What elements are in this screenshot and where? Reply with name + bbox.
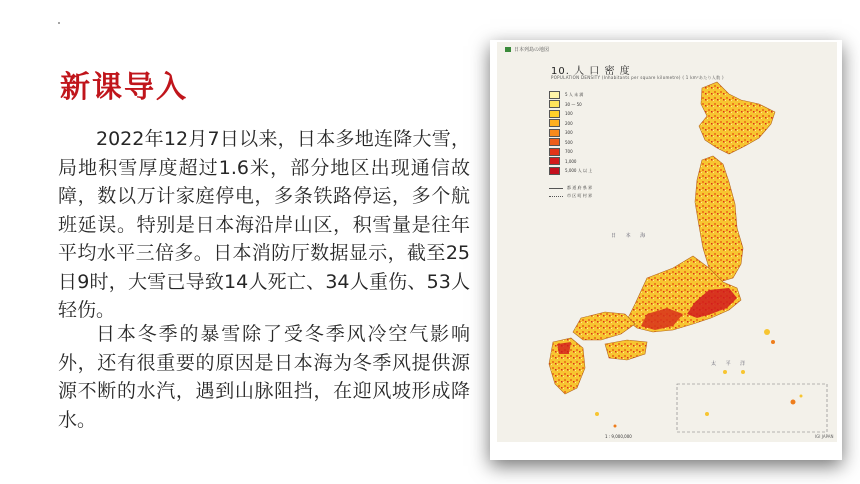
sea-of-japan-label: 日 本 海 [611,233,650,239]
hokkaido-shape [699,82,775,154]
island-shape [723,370,727,374]
legend-label: 500 [565,139,573,145]
legend-label: 30 — 50 [565,101,582,107]
intro-paragraph-snowfall: 2022年12月7日以来，日本多地连降大雪，局地积雪厚度超过1.6米，部分地区出现通信故障，数以万计家庭停电，多条铁路停运，多个航班延误。特别是日本海沿岸山区，积雪量是往年平均水平三倍多。日本消防厅数据显示，截至25日9时，大雪已导致14人死亡、34人重伤、53人轻伤。 [58,128,470,321]
island-shape [705,412,709,416]
decorative-dot [58,22,60,24]
boundary-legend-label: 都 道 府 県 界 [567,185,593,190]
legend-label: 700 [565,149,573,155]
legend-label: 100 [565,111,573,117]
western-honshu-shape [573,312,635,340]
map-header-text: 日本列島の地図 [514,47,550,53]
legend-label: 5 人 未 満 [565,91,584,97]
legend-label: 1,000 [565,158,577,164]
legend-label: 300 [565,130,573,136]
map-title: 10. 人 口 密 度 [551,66,631,77]
population-density-map-card [484,22,850,462]
slide-title: 新课导入 [60,70,188,105]
legend-label: 200 [565,120,573,126]
population-density-map [497,42,837,442]
island-shape [800,395,803,398]
map-subtitle-text: POPULATION DENSITY (Inhabitants per square kilometre) [551,75,681,80]
shikoku-shape [605,340,647,360]
map-scale: 1 : 9,000,000 [605,434,632,439]
pacific-ocean-label: 太 平 洋 [711,361,750,367]
island-shape [595,412,599,416]
legend-label: 5,000 人 以 上 [565,167,593,173]
map-credit: IGI JAPAN [815,434,834,439]
japan-map-graphic [497,42,837,442]
map-unit-note: ( 1 km²あたり人数 ) [682,75,724,80]
boundary-legend-label: 市 区 町 村 界 [567,193,593,198]
okinawa-inset-box [677,384,827,432]
island-shape [614,425,617,428]
island-shape [741,370,745,374]
intro-paragraph-cause: 日本冬季的暴雪除了受冬季风冷空气影响外，还有很重要的原因是日本海为冬季风提供源源不断的水汽，遇到山脉阻挡，在迎风坡形成降水。 [58,323,470,431]
island-shape [791,400,796,405]
island-shape [771,340,775,344]
kyushu-urban-shape [557,342,571,354]
island-shape [764,329,770,335]
